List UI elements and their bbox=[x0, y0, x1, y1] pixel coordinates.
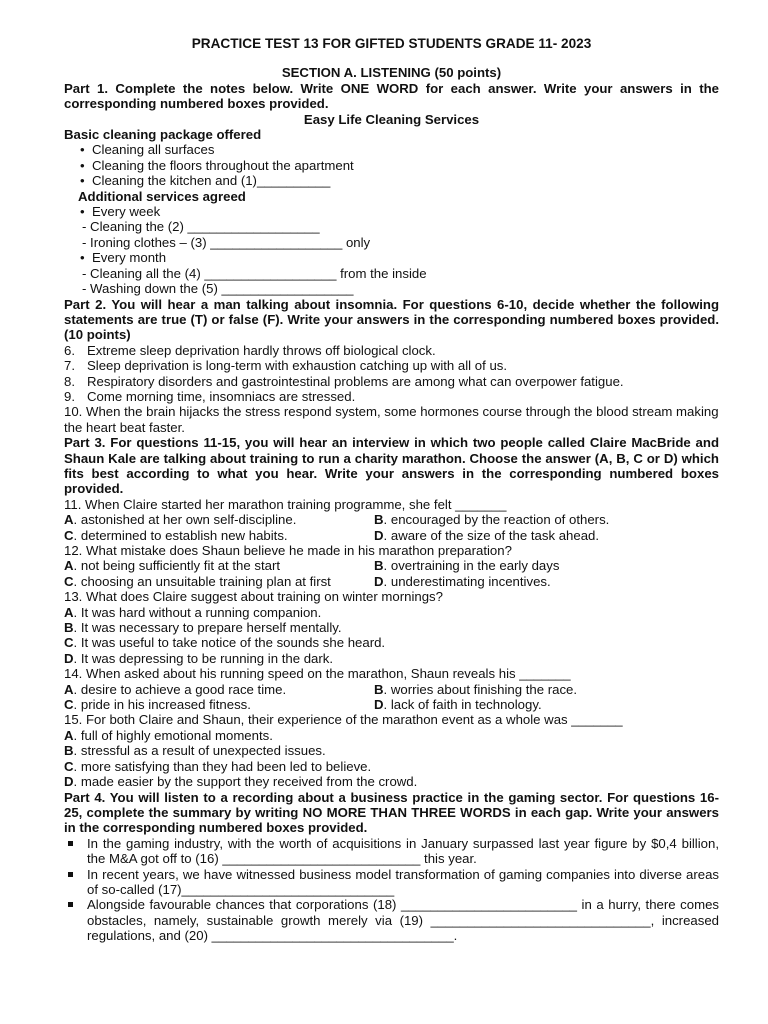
question-stem: 14. When asked about his running speed on the marathon, Shaun reveals his _______ bbox=[64, 666, 571, 682]
document-page bbox=[64, 36, 719, 944]
item-number: 9. bbox=[64, 388, 75, 404]
question-stem: 12. What mistake does Shaun believe he made in his marathon preparation? bbox=[64, 543, 512, 558]
list-item: - Cleaning all the (4) __________________ from the inside bbox=[82, 265, 427, 281]
item-text: Respiratory disorders and gastrointestinal problems are among what can overpower fatigue. bbox=[87, 373, 624, 389]
part4-heading: Part 4. You will listen to a recording about a business practice in the gaming sector. For questions 16-25, complete the summary by writing NO MORE THAN THREE WORDS in each gap. Write your answers in the corresponding numbered boxes provided. bbox=[64, 789, 719, 836]
options-row bbox=[64, 697, 719, 712]
item-text: Extreme sleep deprivation hardly throws off biological clock. bbox=[87, 342, 436, 358]
options-row bbox=[64, 574, 719, 589]
option: D. underestimating incentives. bbox=[374, 573, 551, 589]
statement-item bbox=[64, 374, 719, 389]
option: C. It was useful to take notice of the sounds she heard. bbox=[64, 635, 386, 651]
option: D. aware of the size of the task ahead. bbox=[374, 527, 600, 543]
options-row bbox=[64, 512, 719, 527]
option: A. full of highly emotional moments. bbox=[64, 727, 273, 743]
list-item: - Ironing clothes – (3) __________________ only bbox=[82, 234, 371, 250]
list-item: - Washing down the (5) __________________ bbox=[82, 281, 354, 297]
question-stem: 15. For both Claire and Shaun, their experience of the marathon event as a whole was _______ bbox=[64, 712, 623, 728]
option: D. It was depressing to be running in the dark. bbox=[64, 650, 334, 666]
item-text: Sleep deprivation is long-term with exhaustion catching up with all of us. bbox=[87, 358, 508, 374]
part3-heading: Part 3. For questions 11-15, you will hear an interview in which two people called Claire MacBride and Shaun Kale are talking about training to run a charity marathon. Choose the answer (A, B, C or D) which fits best according to what you hear. Write your answers in the corresponding numbered boxes provided. bbox=[64, 435, 719, 497]
option: B. stressful as a result of unexpected issues. bbox=[64, 743, 326, 759]
option: B. overtraining in the early days bbox=[374, 558, 560, 574]
option: C. pride in his increased fitness. bbox=[64, 697, 251, 713]
statement-item bbox=[64, 358, 719, 373]
options-row bbox=[64, 558, 719, 573]
option: A. not being sufficiently fit at the start bbox=[64, 558, 281, 574]
additional-services-heading: Additional services agreed bbox=[78, 188, 246, 204]
statement-item bbox=[64, 343, 719, 358]
option: C. determined to establish new habits. bbox=[64, 527, 288, 543]
list-item: • Every week bbox=[64, 204, 719, 219]
item-number: 6. bbox=[64, 342, 75, 358]
options-row bbox=[64, 528, 719, 543]
option: A. desire to achieve a good race time. bbox=[64, 681, 287, 697]
item-number: 8. bbox=[64, 373, 75, 389]
item-number: 7. bbox=[64, 358, 75, 374]
option: B. encouraged by the reaction of others. bbox=[374, 512, 610, 528]
option: A. It was hard without a running companion. bbox=[64, 604, 322, 620]
page-title: PRACTICE TEST 13 FOR GIFTED STUDENTS GRADE 11- 2023 bbox=[191, 36, 592, 51]
part1-heading: Part 1. Complete the notes below. Write ONE WORD for each answer. Write your answers in the corresponding numbered boxes provided. bbox=[64, 80, 719, 112]
summary-bullet: Alongside favourable chances that corporations (18) ________________________ in a hurry, there comes obstacles, namely, sustainable growth merely via (19) ______________________________, increased regulations, and (20) _________________________________. bbox=[64, 897, 719, 943]
item-text: Come morning time, insomniacs are stressed. bbox=[87, 388, 356, 404]
option: B. worries about finishing the race. bbox=[374, 681, 578, 697]
list-item: • Cleaning all surfaces bbox=[64, 142, 719, 157]
section-heading: SECTION A. LISTENING (50 points) bbox=[281, 65, 502, 81]
list-item: • Every month bbox=[64, 250, 719, 265]
option: D. lack of faith in technology. bbox=[374, 697, 542, 713]
summary-bullet: In recent years, we have witnessed business model transformation of gaming companies into diverse areas of so-called (17)_____________________________ bbox=[64, 867, 719, 898]
options-row bbox=[64, 682, 719, 697]
option: A. astonished at her own self-discipline. bbox=[64, 512, 297, 528]
list-item: • Cleaning the kitchen and (1)__________ bbox=[64, 173, 719, 188]
basic-package-heading: Basic cleaning package offered bbox=[64, 127, 262, 143]
option: C. more satisfying than they had been led to believe. bbox=[64, 758, 372, 774]
part2-heading: Part 2. You will hear a man talking about insomnia. For questions 6-10, decide whether the following statements are true (T) or false (F). Write your answers in the corresponding numbered boxes provided. (10 points) bbox=[64, 296, 719, 343]
question-stem: 11. When Claire started her marathon training programme, she felt _______ bbox=[64, 496, 507, 512]
part1-subtitle: Easy Life Cleaning Services bbox=[303, 111, 480, 127]
summary-bullet: In the gaming industry, with the worth of acquisitions in January surpassed last year figure by $0,4 billion, the M&A got off to (16) ___________________________ this year. bbox=[64, 836, 719, 867]
statement-item: 10. When the brain hijacks the stress respond system, some hormones course through the blood stream making the heart beat faster. bbox=[64, 404, 719, 435]
list-item: - Cleaning the (2) __________________ bbox=[82, 219, 320, 235]
statement-item bbox=[64, 389, 719, 404]
option: D. made easier by the support they received from the crowd. bbox=[64, 774, 418, 790]
list-item: • Cleaning the floors throughout the apartment bbox=[64, 158, 719, 173]
question-stem: 13. What does Claire suggest about training on winter mornings? bbox=[64, 589, 443, 605]
option: C. choosing an unsuitable training plan at first bbox=[64, 573, 331, 589]
option: B. It was necessary to prepare herself mentally. bbox=[64, 620, 342, 636]
